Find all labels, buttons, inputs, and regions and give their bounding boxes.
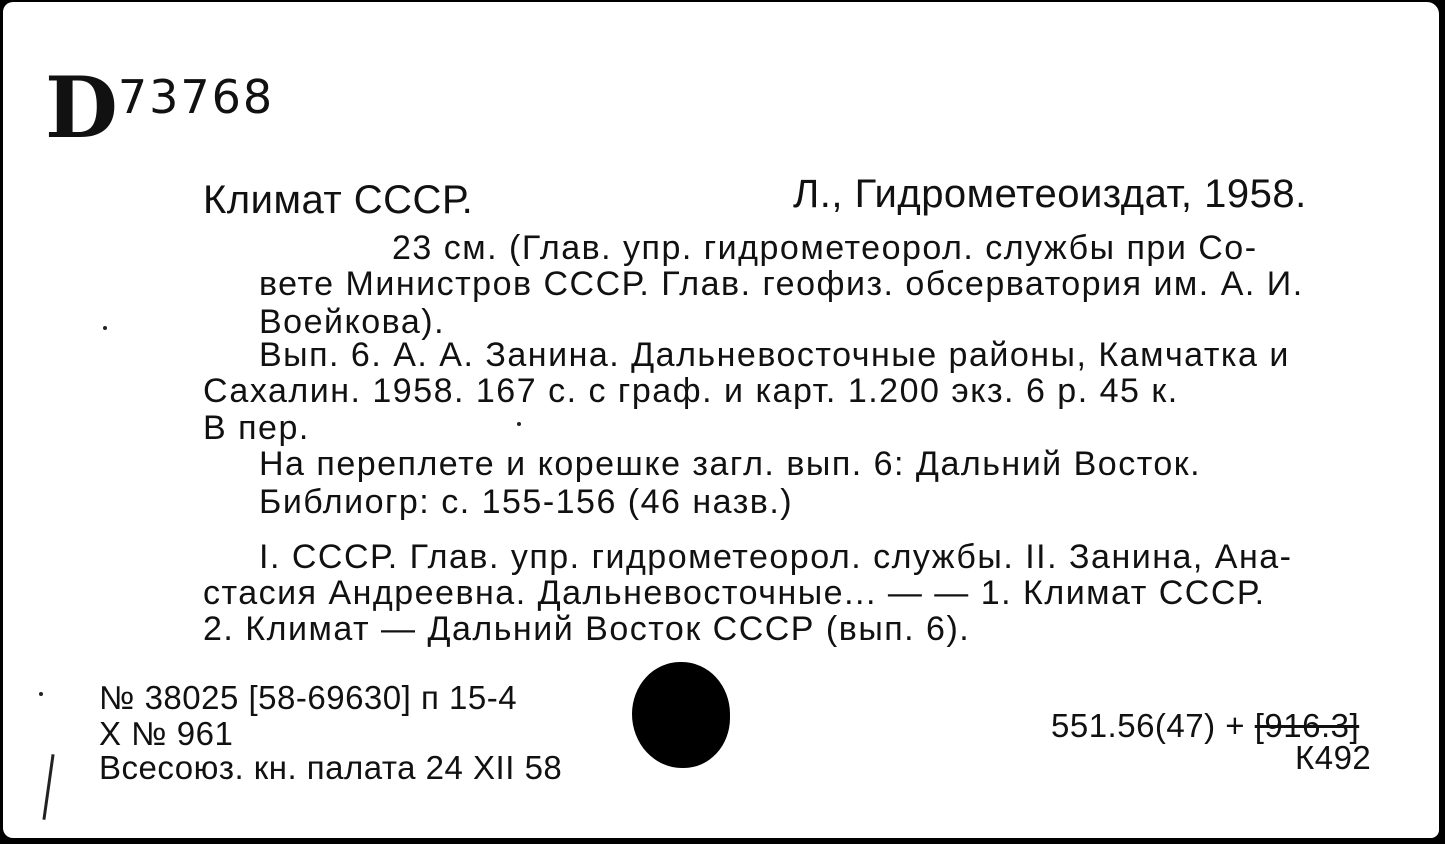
classification-code: 551.56(47) + [916.3] — [1051, 707, 1360, 744]
description-line: Библиогр: с. 155-156 (46 назв.) — [259, 483, 794, 521]
card-number-prefix: D — [45, 58, 116, 157]
registration-number: № 38025 [58-69630] п 15-4 — [99, 679, 518, 716]
speck — [103, 326, 107, 330]
description-line: В пер. — [203, 409, 310, 447]
subject-line: стасия Андреевна. Дальневосточные... — — 1. Климат СССР. — [203, 574, 1266, 612]
pencil-mark — [42, 754, 54, 820]
shelf-mark: К492 — [1295, 739, 1372, 776]
description-line: Сахалин. 1958. 167 с. с граф. и карт. 1.200 экз. 6 р. 45 к. — [203, 372, 1179, 410]
card-number — [45, 58, 275, 157]
punch-hole — [632, 662, 730, 768]
speck — [517, 422, 521, 426]
description-line: 23 см. (Глав. упр. гидрометеорол. службы при Со- — [392, 229, 1258, 267]
description-line: На переплете и корешке загл. вып. 6: Дальний Восток. — [259, 445, 1202, 483]
inventory-number: Х № 961 — [99, 715, 234, 752]
description-line: Вып. 6. А. А. Занина. Дальневосточные районы, Камчатка и — [259, 336, 1290, 374]
speck — [39, 692, 43, 696]
classification-struck: [916.3] — [1254, 707, 1360, 744]
subject-line: I. СССР. Глав. упр. гидрометеорол. службы. II. Занина, Ана- — [259, 538, 1293, 576]
card-number-digits: 73768 — [117, 70, 275, 124]
subject-line: 2. Климат — Дальний Восток СССР (вып. 6). — [203, 610, 971, 648]
chamber-stamp: Всесоюз. кн. палата 24 XII 58 — [99, 749, 563, 786]
description-line: Воейкова). — [259, 303, 446, 341]
description-line: вете Министров СССР. Глав. геофиз. обсерватория им. А. И. — [259, 265, 1304, 303]
classification-value: 551.56(47) — [1051, 707, 1216, 744]
card-publication: Л., Гидрометеоиздат, 1958. — [793, 172, 1307, 216]
catalog-card — [3, 2, 1439, 838]
card-title: Климат СССР. — [203, 178, 474, 222]
